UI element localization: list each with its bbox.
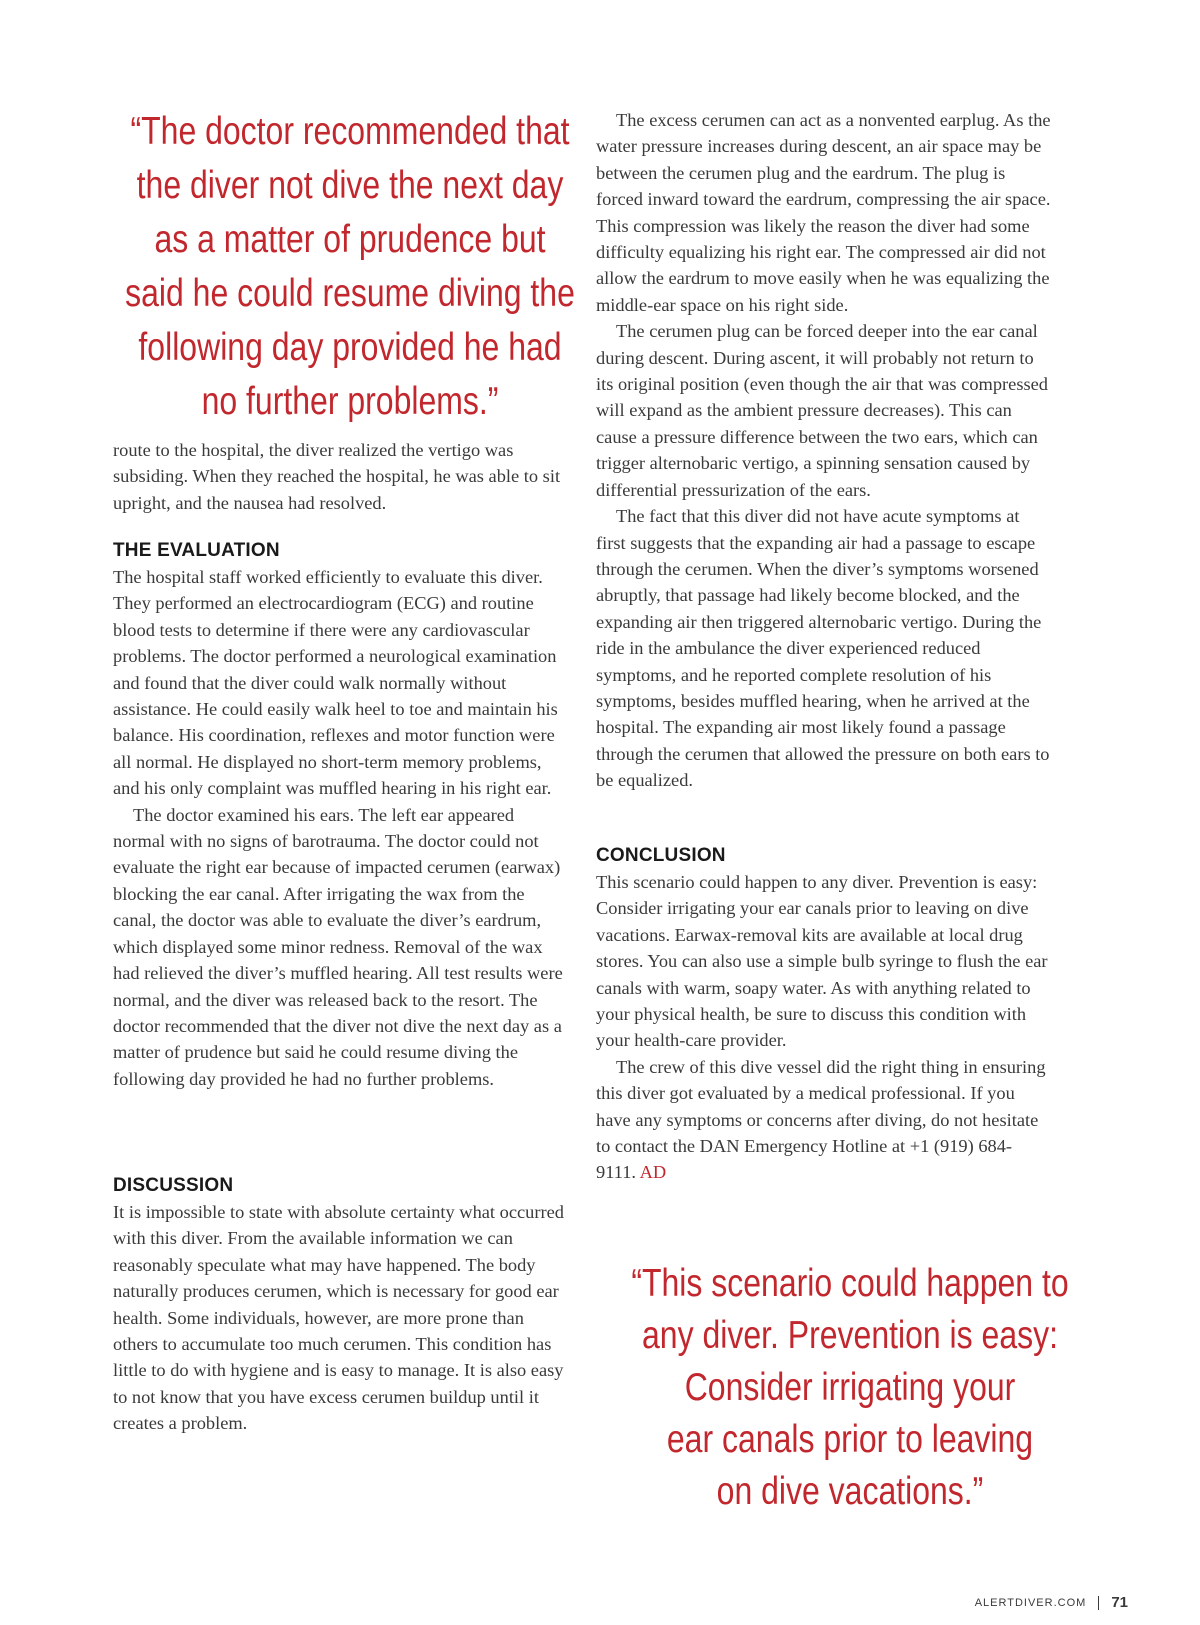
evaluation-paragraph-2: The doctor examined his ears. The left ear appeared normal with no signs of barotrauma. The doctor could not evaluate the right ear because of impacted cerumen (earwax) blocking the ear canal. After irrigating the wax from the canal, the doctor was able to evaluate the diver’s eardrum, which displayed some minor redness. Removal of the wax had relieved the diver’s muffled hearing. All test results were normal, and the diver was released back to the resort. The doctor recommended that the diver not dive the next day as a matter of prudence but said he could resume diving the following day provided he had no further problems. [113,804,563,1089]
pullquote-line: ear canals prior to leaving [666,1418,1034,1461]
section-evaluation [113,538,568,1092]
evaluation-heading: THE EVALUATION [113,540,280,561]
footer-site: ALERTDIVER.COM [974,1596,1087,1609]
pullquote-line: the diver not dive the next day [136,164,564,207]
pullquote-line: “This scenario could happen to [631,1262,1069,1305]
pullquote-line: Consider irrigating your [684,1366,1016,1409]
page-footer [975,1594,1128,1611]
discussion-paragraph-3: The cerumen plug can be forced deeper into the ear canal during descent. During ascent, it will probably not return to its original position (even though the air that was compressed will expand as the ambient pressure decreases). This can cause a pressure difference between the two ears, which can trigger alternobaric vertigo, a spinning sensation caused by differential pressurization of the ears. [596,321,1049,500]
conclusion-heading: CONCLUSION [596,845,726,866]
discussion-paragraph-1: It is impossible to state with absolute certainty what occurred with this diver. From the available information we can reasonably speculate what may have happened. The body naturally produces cerumen, which is necessary for good ear health. Some individuals, however, are more prone than others to accumulate too much cerumen. This condition has little to do with hygiene and is easy to manage. It is also easy to not know that you have excess cerumen buildup until it creates a problem. [113,1202,564,1434]
pullquote-line: following day provided he had [138,326,562,369]
conclusion-paragraph-1: This scenario could happen to any diver. Prevention is easy: Consider irrigating your ear canals prior to leaving on dive vacations. Earwax-removal kits are available at local drug stores. You can also use a simple bulb syringe to flush the ear canals with warm, soapy water. As with anything related to your physical health, be sure to discuss this condition with your health-care provider. [596,872,1048,1051]
pullquote-line: “The doctor recommended that [130,110,570,153]
discussion-paragraph-2: The excess cerumen can act as a nonvented earplug. As the water pressure increases during descent, an air space may be between the cerumen plug and the eardrum. The plug is forced inward toward the eardrum, compressing the air space. This compression was likely the reason the diver had some difficulty equalizing his right ear. The compressed air did not allow the eardrum to move easily when he was equalizing the middle-ear space on his right side. [596,110,1051,315]
pullquote-line: any diver. Prevention is easy: [642,1314,1058,1357]
signoff-mark: AD [639,1162,667,1183]
intro-paragraph: route to the hospital, the diver realized the vertigo was subsiding. When they reached the hospital, he was able to sit upright, and the nausea had resolved. [113,440,561,513]
pullquote-bottom [612,1258,1088,1518]
discussion-paragraph-4: The fact that this diver did not have acute symptoms at first suggests that the expanding air had a passage to escape through the cerumen. When the diver’s symptoms worsened abruptly, that passage had likely become blocked, and the expanding air then triggered alternobaric vertigo. During the ride in the ambulance the diver experienced reduced symptoms, and he reported complete resolution of his symptoms, besides muffled hearing, when he arrived at the hospital. The expanding air most likely found a passage through the cerumen that allowed the pressure on both ears to be equalized. [596,506,1050,791]
pullquote-line: as a matter of prudence but [154,218,546,261]
pullquote-line: no further problems.” [201,380,499,423]
discussion-heading: DISCUSSION [113,1175,234,1196]
discussion-continued [596,107,1051,794]
evaluation-paragraph-1: The hospital staff worked efficiently to evaluate this diver. They performed an electrocardiogram (ECG) and routine blood tests to determine if there were any cardiovascular problems. The doctor performed a neurological examination and found that the diver could walk normally without assistance. He could easily walk heel to toe and maintain his balance. His coordination, reflexes and motor function were all normal. He displayed no short-term memory problems, and his only complaint was muffled hearing in his right ear. [113,567,558,799]
page-number: 71 [1111,1594,1128,1611]
pullquote-line: on dive vacations.” [716,1470,984,1513]
conclusion-paragraph-2-text: The crew of this dive vessel did the right thing in ensuring this diver got evaluated by a medical professional. If you have any symptoms or concerns after diving, do not hesitate to contact the DAN Emergency Hotline at +1 (919) 684-9111. [596,1056,1046,1183]
pullquote-line: said he could resume diving the [125,272,575,315]
conclusion-paragraph-2 [596,1054,1051,1186]
pullquote-top [112,105,588,429]
footer-divider [1098,1596,1099,1610]
left-column-intro [113,437,568,516]
section-conclusion [596,843,1051,1186]
section-discussion [113,1173,568,1437]
